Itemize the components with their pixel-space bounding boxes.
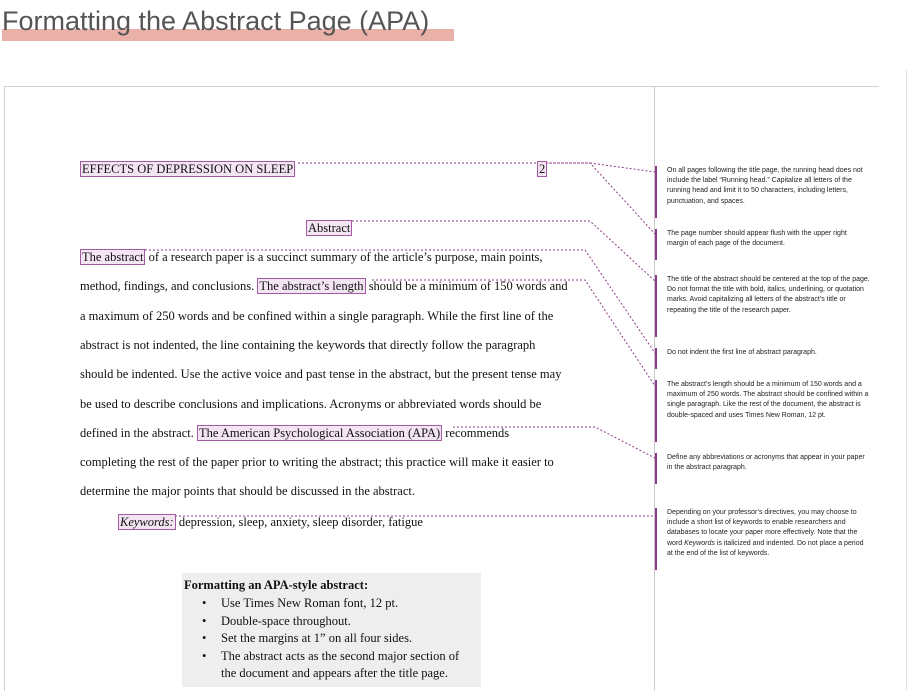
comment-text-end: is italicized and indented. Do not place a period at the end of the list of keywords.: [667, 539, 864, 557]
line-text: a maximum of 250 words and be confined within a single paragraph. While the first line of the: [80, 308, 554, 323]
comment-length[interactable]: [655, 380, 870, 442]
paragraph-line: [80, 367, 561, 382]
highlighted-text: The abstract: [82, 250, 144, 264]
callout-bullet-item: [184, 630, 459, 648]
comment-text: Define any abbreviations or acronyms that appear in your paper in the abstract paragraph.: [667, 454, 865, 472]
highlighted-text: The American Psychological Association (APA): [198, 425, 441, 440]
line-text: of a research paper is a succinct summary of the article’s purpose, main points,: [145, 250, 543, 264]
bullet-icon: •: [202, 631, 207, 646]
paragraph-line: [80, 279, 568, 294]
page-number-text: 2: [539, 162, 546, 176]
callout-list: [184, 595, 459, 683]
line-text: recommends: [442, 425, 510, 440]
apa-format-callout: [182, 573, 481, 687]
comment-abstract-title[interactable]: [655, 275, 870, 337]
abstract-title-text: Abstract: [308, 221, 351, 235]
line-text: defined in the abstract.: [80, 425, 197, 440]
abstract-title: [306, 221, 352, 236]
bullet-text: Set the margins at 1” on all four sides.: [221, 631, 413, 646]
bullet-text: Use Times New Roman font, 12 pt.: [221, 596, 399, 610]
paragraph-line: [80, 338, 535, 353]
callout-title: Formatting an APA-style abstract:: [184, 578, 369, 592]
running-head: [80, 162, 295, 177]
line-text: should be indented. Use the active voice and past tense in the abstract, but the present tense may: [80, 367, 562, 382]
connector-page-number: [545, 163, 655, 234]
comment-running-head[interactable]: [655, 166, 870, 218]
callout-bullet-item: [184, 665, 459, 683]
comment-text: On all pages following the title page, the running head does not include the label “Running head.” Capitalize all letters of the running head and limit it to 50 characters, including letters, punctuation, and spaces.: [667, 167, 863, 205]
paragraph-line: [80, 250, 543, 265]
callout-bullet-item: [184, 595, 459, 613]
paragraph-line: [80, 309, 553, 324]
comment-text: The title of the abstract should be centered at the top of the page. Do not format the title with bold, italics, underlining, or quotation marks. Avoid capitalizing all letters of the abstract’s title or repeating the title of the research paper.: [667, 276, 870, 314]
keywords-text: depression, sleep, anxiety, sleep disorder, fatigue: [175, 515, 423, 529]
comment-text: Do not indent the first line of abstract paragraph.: [667, 349, 817, 356]
line-text: abstract is not indented, the line containing the keywords that directly follow the paragraph: [80, 337, 536, 352]
bullet-text: the document and appears after the title page.: [221, 666, 448, 681]
slide-title: Formatting the Abstract Page (APA): [2, 6, 430, 36]
page-number: [537, 162, 547, 177]
line-text: completing the rest of the paper prior to writing the abstract; this practice will make it easier to: [80, 455, 554, 470]
comment-page-number[interactable]: [655, 229, 870, 260]
comment-text: The page number should appear flush with the upper right margin of each page of the document.: [667, 230, 847, 248]
comment-first-line[interactable]: [655, 348, 870, 369]
paragraph-line: [80, 484, 415, 499]
line-text: determine the major points that should be discussed in the abstract.: [80, 484, 415, 499]
line-text: method, findings, and conclusions.: [80, 279, 258, 294]
line-text: should be a minimum of 150 words and: [365, 279, 568, 294]
highlighted-text: The abstract’s length: [259, 279, 364, 294]
paragraph-line: [80, 455, 554, 470]
bullet-icon: •: [202, 596, 207, 610]
running-head-text: EFFECTS OF DEPRESSION ON SLEEP: [82, 162, 294, 176]
bullet-icon: •: [202, 613, 207, 628]
callout-bullet-item: [184, 648, 459, 666]
comment-text-italic: Keywords: [684, 539, 715, 547]
bullet-text: Double-space throughout.: [221, 613, 351, 628]
keywords-line: [118, 515, 423, 530]
comment-text: The abstract’s length should be a minimum of 150 words and a maximum of 250 words. The abstract should be confined within a single paragraph. Like the rest of the document, the abstract is double-spaced and uses Times New Roman, 12 pt.: [667, 381, 869, 419]
paragraph-line: [80, 397, 541, 412]
comment-text: Depending on your professor’s directives, you may choose to include a short list of keywords to enable researchers and databases to locate your paper more effectively. Note that the word: [667, 509, 858, 547]
connector-running-head: [298, 163, 655, 172]
paragraph-line: [80, 426, 509, 441]
keywords-label: Keywords:: [120, 515, 174, 529]
comment-keywords[interactable]: [655, 508, 870, 570]
callout-bullet-item: [184, 613, 459, 631]
comment-abbreviations[interactable]: [655, 453, 870, 484]
bullet-text: The abstract acts as the second major section of: [221, 648, 460, 663]
line-text: be used to describe conclusions and implications. Acronyms or abbreviated words should be: [80, 396, 542, 411]
bullet-icon: •: [202, 648, 207, 663]
